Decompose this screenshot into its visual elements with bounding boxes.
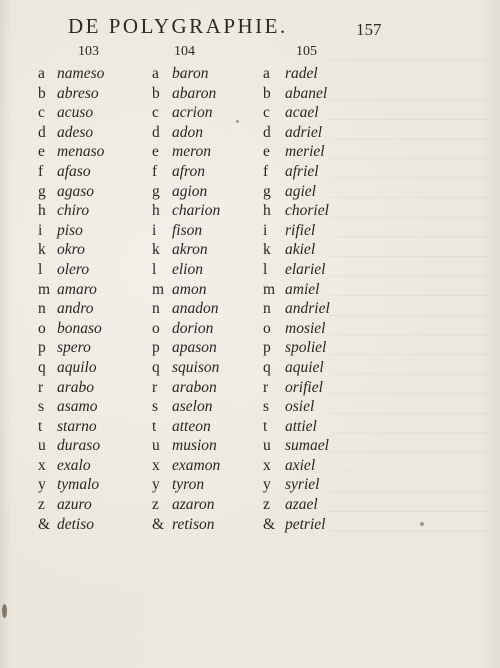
- cipher-row: [152, 475, 220, 495]
- row-word: elariel: [285, 260, 326, 278]
- cipher-row: [152, 84, 220, 104]
- row-word: acael: [285, 104, 319, 122]
- row-letter: q: [38, 358, 46, 376]
- cipher-row: [152, 201, 220, 221]
- cipher-row: [152, 299, 220, 319]
- row-word: adeso: [57, 123, 94, 141]
- row-letter: p: [38, 339, 46, 357]
- cipher-row: [263, 123, 330, 143]
- cipher-row: [263, 378, 330, 398]
- cipher-row: [263, 182, 330, 202]
- row-word: squison: [172, 358, 220, 376]
- cipher-row: [263, 201, 330, 221]
- row-word: attiel: [285, 417, 317, 435]
- cipher-row: [38, 378, 104, 398]
- row-letter: g: [38, 182, 46, 200]
- row-letter: &: [152, 515, 165, 533]
- row-letter: n: [263, 300, 271, 318]
- row-letter: h: [263, 202, 271, 220]
- row-letter: g: [263, 182, 271, 200]
- row-letter: o: [152, 319, 160, 337]
- row-word: musion: [172, 437, 217, 455]
- cipher-row: [38, 417, 104, 437]
- cipher-row: [38, 260, 104, 280]
- cipher-row: [263, 162, 330, 182]
- cipher-row: [38, 240, 104, 260]
- column-number-2: 104: [174, 44, 195, 59]
- row-word: acrion: [172, 104, 213, 122]
- cipher-row: [38, 221, 104, 241]
- row-word: abanel: [285, 84, 328, 102]
- row-word: tymalo: [57, 476, 100, 494]
- row-letter: x: [38, 456, 46, 474]
- row-word: nameso: [57, 65, 105, 82]
- row-letter: s: [38, 398, 45, 416]
- cipher-row: [152, 162, 220, 182]
- row-word: acuso: [57, 104, 94, 122]
- row-letter: r: [38, 378, 44, 396]
- column-number-1: 103: [78, 44, 99, 59]
- row-letter: h: [38, 202, 46, 220]
- row-word: detiso: [57, 515, 95, 533]
- cipher-row: [38, 358, 104, 378]
- row-word: adriel: [285, 123, 323, 141]
- row-word: apason: [172, 339, 217, 357]
- cipher-row: [152, 417, 220, 437]
- row-word: spero: [57, 339, 91, 357]
- row-letter: t: [152, 417, 157, 435]
- column-number-3: 105: [296, 44, 317, 59]
- cipher-row: [152, 397, 220, 417]
- row-letter: a: [263, 65, 270, 82]
- row-letter: o: [38, 319, 46, 337]
- row-word: osiel: [285, 398, 315, 416]
- ink-spot: [420, 522, 424, 526]
- row-letter: h: [152, 202, 160, 220]
- row-word: olero: [57, 260, 90, 278]
- row-letter: &: [38, 515, 51, 533]
- page-number: 157: [356, 20, 382, 39]
- row-letter: f: [152, 162, 158, 180]
- row-word: afron: [172, 162, 206, 180]
- row-word: amiel: [285, 280, 320, 298]
- cipher-row: [152, 280, 220, 300]
- row-word: piso: [57, 221, 83, 239]
- row-word: examon: [172, 456, 221, 474]
- cipher-row: [152, 495, 220, 515]
- cipher-row: [263, 436, 330, 456]
- row-letter: b: [263, 84, 271, 102]
- row-letter: c: [38, 104, 45, 122]
- row-word: menaso: [57, 143, 105, 161]
- row-word: syriel: [285, 476, 320, 494]
- row-word: agaso: [57, 182, 95, 200]
- row-word: rifiel: [285, 221, 316, 239]
- row-word: chiro: [57, 202, 90, 220]
- row-word: duraso: [57, 437, 101, 455]
- cipher-row: [152, 436, 220, 456]
- row-letter: x: [263, 456, 271, 474]
- row-letter: m: [38, 280, 51, 298]
- row-letter: x: [152, 456, 160, 474]
- cipher-row: [152, 240, 220, 260]
- row-letter: u: [152, 437, 160, 455]
- row-word: adon: [172, 123, 203, 141]
- cipher-row: [38, 182, 104, 202]
- cipher-row: [152, 182, 220, 202]
- row-letter: y: [263, 476, 271, 494]
- row-word: agion: [172, 182, 208, 200]
- cipher-row: [38, 142, 104, 162]
- cipher-row: [38, 123, 104, 143]
- row-letter: e: [263, 143, 270, 161]
- row-letter: g: [152, 182, 160, 200]
- row-word: exalo: [57, 456, 91, 474]
- row-letter: m: [263, 280, 276, 298]
- row-letter: e: [152, 143, 159, 161]
- row-letter: p: [152, 339, 160, 357]
- row-word: azael: [285, 496, 318, 514]
- cipher-row: [152, 123, 220, 143]
- show-through-bleed: [330, 60, 490, 540]
- row-word: sumael: [285, 437, 329, 455]
- row-word: orifiel: [285, 378, 323, 396]
- cipher-row: [263, 103, 330, 123]
- cipher-row: [263, 280, 330, 300]
- cipher-row: [38, 338, 104, 358]
- cipher-row: [263, 397, 330, 417]
- row-letter: i: [152, 221, 157, 239]
- cipher-row: [152, 358, 220, 378]
- cipher-row: [152, 103, 220, 123]
- cipher-row: [263, 475, 330, 495]
- row-word: okro: [57, 241, 85, 259]
- cipher-row: [263, 260, 330, 280]
- cipher-row: [38, 64, 104, 84]
- cipher-row: [263, 84, 330, 104]
- row-letter: a: [38, 65, 45, 82]
- row-word: meriel: [285, 143, 325, 161]
- row-letter: k: [263, 241, 271, 259]
- row-word: atteon: [172, 417, 211, 435]
- cipher-row: [38, 515, 104, 535]
- cipher-row: [38, 436, 104, 456]
- cipher-row: [38, 103, 104, 123]
- row-word: abaron: [172, 84, 217, 102]
- row-word: meron: [172, 143, 212, 161]
- row-word: elion: [172, 260, 203, 278]
- cipher-row: [263, 64, 330, 84]
- row-letter: y: [38, 476, 46, 494]
- cipher-row: [38, 495, 104, 515]
- row-letter: u: [38, 437, 46, 455]
- row-word: anadon: [172, 300, 219, 318]
- row-word: andro: [57, 300, 94, 318]
- row-word: bonaso: [57, 319, 102, 337]
- cipher-row: [38, 201, 104, 221]
- row-word: afaso: [57, 162, 91, 180]
- ink-spot: [236, 120, 239, 123]
- row-letter: c: [263, 104, 270, 122]
- row-letter: s: [263, 398, 270, 416]
- row-letter: f: [263, 162, 269, 180]
- cipher-row: [263, 221, 330, 241]
- row-word: andriel: [285, 300, 330, 318]
- row-word: akiel: [285, 241, 316, 259]
- row-letter: &: [263, 515, 276, 533]
- cipher-row: [152, 221, 220, 241]
- row-letter: b: [152, 84, 160, 102]
- cipher-column-3: [263, 64, 330, 534]
- cipher-row: [263, 456, 330, 476]
- row-word: charion: [172, 202, 221, 220]
- row-letter: l: [152, 260, 157, 278]
- cipher-row: [152, 64, 220, 84]
- ink-spot: [2, 604, 7, 618]
- cipher-row: [152, 142, 220, 162]
- row-letter: l: [38, 260, 43, 278]
- row-word: axiel: [285, 456, 316, 474]
- row-letter: d: [38, 123, 46, 141]
- row-letter: p: [263, 339, 271, 357]
- running-title: DE POLYGRAPHIE.: [68, 14, 288, 38]
- row-word: baron: [172, 65, 209, 82]
- cipher-row: [263, 358, 330, 378]
- row-word: starno: [57, 417, 97, 435]
- row-word: arabo: [57, 378, 95, 396]
- row-word: mosiel: [285, 319, 326, 337]
- cipher-row: [263, 142, 330, 162]
- cipher-row: [263, 240, 330, 260]
- row-letter: c: [152, 104, 159, 122]
- cipher-row: [38, 280, 104, 300]
- row-word: retison: [172, 515, 215, 533]
- row-letter: b: [38, 84, 46, 102]
- row-word: abreso: [57, 84, 99, 102]
- cipher-row: [152, 260, 220, 280]
- row-word: agiel: [285, 182, 316, 200]
- row-letter: s: [152, 398, 159, 416]
- row-letter: u: [263, 437, 271, 455]
- row-letter: t: [38, 417, 43, 435]
- row-letter: i: [38, 221, 43, 239]
- row-word: tyron: [172, 476, 205, 494]
- cipher-row: [263, 417, 330, 437]
- row-letter: y: [152, 476, 160, 494]
- cipher-row: [152, 319, 220, 339]
- cipher-row: [263, 299, 330, 319]
- row-word: arabon: [172, 378, 217, 396]
- cipher-row: [38, 456, 104, 476]
- row-word: azuro: [57, 496, 92, 514]
- row-letter: d: [152, 123, 160, 141]
- cipher-row: [152, 378, 220, 398]
- row-letter: d: [263, 123, 271, 141]
- row-letter: e: [38, 143, 45, 161]
- cipher-row: [152, 338, 220, 358]
- row-word: asamo: [57, 398, 98, 416]
- row-letter: l: [263, 260, 268, 278]
- row-word: aquilo: [57, 358, 97, 376]
- row-letter: k: [38, 241, 46, 259]
- row-letter: q: [152, 358, 160, 376]
- row-letter: t: [263, 417, 268, 435]
- cipher-row: [38, 397, 104, 417]
- row-word: afriel: [285, 162, 319, 180]
- row-letter: o: [263, 319, 271, 337]
- cipher-row: [38, 84, 104, 104]
- row-letter: r: [263, 378, 269, 396]
- cipher-row: [152, 515, 220, 535]
- row-letter: z: [263, 496, 270, 514]
- row-word: amaro: [57, 280, 97, 298]
- row-word: aselon: [172, 398, 213, 416]
- row-word: fison: [172, 221, 203, 239]
- row-letter: z: [38, 496, 45, 514]
- cipher-column-1: [38, 64, 104, 534]
- row-letter: n: [152, 300, 160, 318]
- row-word: petriel: [285, 515, 326, 533]
- cipher-row: [263, 338, 330, 358]
- row-word: dorion: [172, 319, 214, 337]
- cipher-row: [38, 475, 104, 495]
- cipher-row: [152, 456, 220, 476]
- cipher-row: [38, 162, 104, 182]
- row-word: spoliel: [285, 339, 327, 357]
- row-letter: n: [38, 300, 46, 318]
- cipher-row: [263, 495, 330, 515]
- row-word: akron: [172, 241, 208, 259]
- row-letter: m: [152, 280, 165, 298]
- cipher-row: [263, 319, 330, 339]
- row-letter: i: [263, 221, 268, 239]
- row-letter: a: [152, 65, 159, 82]
- row-letter: k: [152, 241, 160, 259]
- row-word: radel: [285, 65, 318, 82]
- cipher-row: [263, 515, 330, 535]
- row-word: choriel: [285, 202, 329, 220]
- row-word: amon: [172, 280, 207, 298]
- row-word: azaron: [172, 496, 215, 514]
- cipher-row: [38, 319, 104, 339]
- row-letter: f: [38, 162, 44, 180]
- row-letter: q: [263, 358, 271, 376]
- cipher-row: [38, 299, 104, 319]
- row-letter: z: [152, 496, 159, 514]
- cipher-column-2: [152, 64, 220, 534]
- row-letter: r: [152, 378, 158, 396]
- row-word: aquiel: [285, 358, 324, 376]
